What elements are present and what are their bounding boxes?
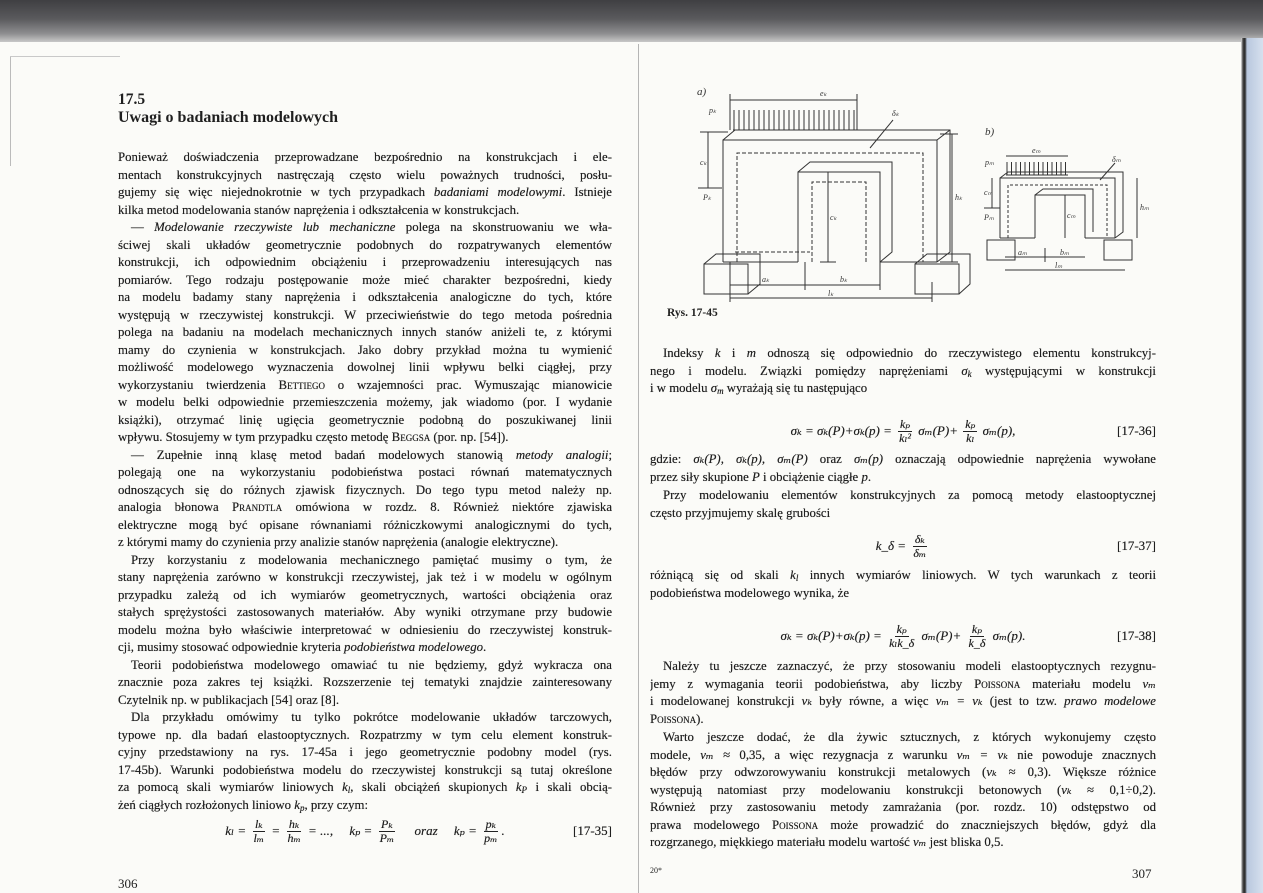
text-segment: p [861,469,868,484]
text-segment: mamy do czynienia w konstrukcjach. Jako dobry przykład można tu wymienić [118,342,612,357]
text-line [118,797,612,815]
text-line [118,517,612,535]
text-segment: występującymi w konstrukcji [971,363,1156,378]
text-line [118,237,612,255]
text-segment: możliwość modelowego wyznaczenia dowolnej linii wpływu belki ciągłej, przy [118,360,612,374]
text-segment: Dla przykładu omówimy tu tylko pokrótce modelowanie układów tarczowych, [131,710,612,724]
text-segment: (por. np. [54]). [430,430,509,444]
text-line [118,604,612,622]
dim-label: cₖ [700,158,707,167]
fraction-numerator: hₖ [288,816,300,831]
text-segment: Indeksy [663,346,715,360]
text-line [118,377,612,395]
text-segment: stany naprężenia zarówno w konstrukcji rzeczywistej, jak też i w modelu w ogólnym [118,570,612,584]
text-line [118,184,612,202]
text-segment: typowe np. dla badań elastooptycznych. Rozpatrzmy w tym celu element konstruk- [118,727,612,742]
text-line [650,363,1156,381]
text-segment: ; [608,447,612,462]
text-segment: νₖ [1061,782,1072,797]
dim-label: eₖ [820,89,827,98]
dim-label: hₖ [955,193,963,202]
paragraph [650,658,1156,728]
text-segment: jemy z wymagania teorii podobieństwa, aby liczby [650,676,975,691]
text-segment: νₖ [986,765,997,779]
text-segment: pomiarów. Tego rodzaju postępowanie może mieć charakter bezpośredni, kiedy [118,272,612,287]
text-segment: Poissona [771,817,819,832]
text-segment: σ [710,381,718,395]
text-segment: Również przy zastosowaniu metody zamrażania (por. rozdz. 10) odstępstwo od [650,800,1156,814]
text-segment: i [720,346,747,360]
text-segment: wyrażają się tu następująco [723,381,868,395]
dim-label: lₖ [828,289,834,298]
equation-text: σₘ(p). [989,628,1026,643]
page-edge-mark [10,56,120,57]
text-segment: ≈ 0,35, a więc rezygnacja z warunku [713,747,957,762]
text-segment: podobieństwa modelowego [344,640,484,654]
dim-label: Pₖ [703,193,712,202]
text-segment: przez siły skupione [650,469,752,484]
fraction-denominator: kₗ² [899,430,911,445]
equation-text: kₗ = [225,823,250,838]
equation-text: k_δ = [875,538,910,553]
text-segment: podobieństwa modelowego wynika, że [650,585,850,600]
text-segment: wykorzystaniu twierdzenia [118,377,279,392]
text-segment: k [967,368,972,379]
text-segment: polega na skonstruowaniu we wła- [395,220,612,234]
equation-text: σₖ = σₖ(P)+σₖ(p) = [790,423,896,438]
left-body-text [118,149,612,814]
equation-text: σₘ(P)+ [918,628,965,643]
text-segment: modele, [650,747,701,762]
fraction [251,818,266,845]
page-number-left: 306 [118,876,138,891]
text-line [118,499,612,517]
fraction-numerator: pₖ [485,816,496,831]
fraction-denominator: k_δ [968,635,986,650]
fraction [897,418,913,445]
dim-label: hₘ [1140,203,1149,212]
text-segment: l [347,785,351,795]
text-line [118,342,612,360]
fraction-numerator: kₚ [896,621,907,636]
section-number: 17.5 [118,91,146,108]
text-segment: polegają one na wykorzystaniu podobieństwa postaci równań matematycznych [118,465,612,479]
fraction [285,818,302,845]
text-segment: przypadku zależą od ich wymiarów geometrycznych, wartości obciążenia oraz [118,587,612,602]
text-line [650,817,1156,835]
dim-label: aₖ [762,275,770,284]
text-line [118,167,612,185]
text-segment: σ [961,363,968,378]
paragraph [650,487,1156,522]
text-segment: żeń ciągłych rozłożonych liniowo [118,797,295,812]
text-segment: ściwej skali układów geometrycznie podobnych do rozpatrywanych elementów [118,237,612,252]
text-segment: za pomocą skali wymiarów liniowych [118,780,343,794]
fraction [911,533,928,560]
text-segment: cyjny przedstawiony na rys. 17-45a i jego geometrycznie podobny model (rys. [118,745,612,759]
book-edge [1241,38,1263,893]
paragraph [650,345,1156,398]
text-line [118,587,612,605]
paragraph [650,451,1156,486]
text-segment: Poissona [974,676,1021,691]
figure-a-label: a) [697,86,707,98]
text-segment: νₘ = νₖ [956,747,1008,762]
text-line [118,709,612,727]
text-segment: Beggsa [391,430,431,444]
text-segment: P [752,469,760,484]
text-segment: cji, musimy stosować odpowiednie kryteria [118,640,345,654]
text-segment: o wzajemności prac. Wymuszając mianowicie [325,377,612,392]
text-segment: gdzie: [650,452,694,466]
figure-b-label: b) [985,126,995,138]
text-segment: (jest to tzw. [982,694,1065,708]
fraction-numerator: kₚ [971,621,983,636]
text-line [118,272,612,290]
dim-label: bₘ [1060,248,1069,257]
text-segment: νₘ = νₖ [935,694,983,708]
text-segment: νₖ [801,694,812,708]
text-line [118,762,612,780]
text-line [118,692,612,710]
text-line [118,149,612,167]
text-segment: odnoszą się odpowiednio do rzeczywistego elementu konstrukcyj- [756,346,1156,360]
text-line [650,799,1156,817]
text-line [118,569,612,587]
fraction-numerator: δₖ [914,531,925,546]
text-segment: gujemy się więc niejednokrotnie w tych przypadkach [118,185,434,199]
text-segment: σₘ(p) [853,452,884,466]
fraction-numerator: lₖ [254,816,263,831]
text-segment: Bettiego [278,377,326,392]
text-line [650,380,1156,398]
text-segment: k [342,780,348,794]
text-line [118,674,612,692]
text-segment: występują natomiast przy modelowaniu konstrukcji betonowych ( [650,782,1062,797]
text-segment: nego i modelu. Związki pomiędzy naprężeniami [650,363,962,378]
text-segment: elektryczne mogą być opisane równaniami różniczkowymi analogicznymi do tych, [118,517,612,532]
text-line [118,552,612,570]
fraction-denominator: Pₘ [379,830,395,845]
text-segment: ). [696,711,704,726]
equation [650,619,1156,653]
text-segment: w modelu belki odpowiednie przemieszczenia możemy, jak wiadomo (por. I wydanie [118,395,612,409]
text-segment: Teorii podobieństwa modelowego omawiać tu nie będziemy, gdyż wykracza ona [131,657,612,672]
text-segment: stałych sprężystości zastosowanych materiałów. Aby wyniki otrzymane przy budowie [118,605,612,619]
dim-label: δₖ [892,109,900,118]
text-segment: . [867,469,872,484]
text-line [650,782,1156,800]
text-segment: . Istnieje [562,185,612,199]
text-line [118,482,612,500]
text-segment: prawo modelowe [1064,694,1156,708]
fraction-numerator: kₚ [965,416,976,431]
text-line [118,447,612,465]
text-segment: analogia błonowa [118,500,233,514]
section-title: Uwagi o badaniach modelowych [118,109,339,126]
text-segment: innych wymiarów liniowych. W tych warunkach z teorii [798,568,1156,582]
text-segment: na modelu badamy stany naprężenia i odkształcenia analogiczne do tych, które [118,290,612,304]
dim-label: eₘ [1032,146,1041,155]
equation [650,414,1156,448]
text-segment: oznaczają odpowiednie naprężenia wywołane [883,452,1156,466]
dim-label: lₘ [1055,261,1063,270]
text-line [650,345,1156,363]
text-segment: z którymi mamy do czynienia przy analizie stanów naprężenia (analogie elektryczne). [118,535,559,549]
text-segment: Warto jeszcze dodać, że dla żywic sztucznych, z których wykonujemy często [663,730,1156,744]
text-segment: konstrukcji, ich odpowiednim obciążeniu i przeprowadzeniu interesujących nas [118,255,612,269]
text-segment: Przy modelowaniu elementów konstrukcyjnych za pomocą metody elastooptycznej [663,488,1156,502]
text-segment: i w modelu [650,381,711,395]
text-segment: i obciążenie ciągłe [759,469,862,484]
fraction-denominator: pₘ [484,830,498,845]
text-line [650,469,1156,487]
text-segment: odnoszących się do różnych zjawisk fizycznych. Do tego typu metod należy np. [118,482,612,497]
text-line [118,359,612,377]
text-segment: k [294,797,300,812]
text-segment: ≈ 0,1÷0,2). [1071,782,1156,797]
equation-text: σₖ = σₖ(P)+σₖ(p) = [780,628,886,643]
equation-number: [17-38] [1117,628,1156,643]
text-line [118,324,612,342]
text-segment: νₘ [912,835,927,849]
text-line [650,585,1156,603]
fraction [963,418,977,445]
text-line [118,412,612,430]
text-line [118,289,612,307]
fraction [482,818,499,845]
text-segment: często przyjmujemy skalę grubości [650,505,831,520]
dim-label: pₖ [709,106,717,115]
text-segment: P [521,785,528,795]
paragraph [650,567,1156,602]
text-segment: k [515,780,522,794]
text-line [118,254,612,272]
equation-text: = ..., kₚ = [304,823,376,838]
text-line [118,727,612,745]
text-segment: materiału modelu [1020,676,1143,691]
text-segment: może prowadzić do znaczniejszych błędów, gdyż dla [818,817,1156,832]
text-segment: p [299,802,305,813]
text-segment: prawa modelowego [650,817,772,832]
fraction [887,623,916,650]
text-line [650,711,1156,729]
fraction-denominator: δₘ [913,545,927,560]
text-line [650,693,1156,711]
dim-label: bₖ [840,275,848,284]
text-segment: badaniami modelowymi [433,185,563,199]
signature-mark: 20* [650,866,662,875]
text-segment: Poissona [650,711,697,726]
text-segment: m [717,386,724,396]
text-segment: Przy korzystaniu z modelowania mechanicznego pamiętać musimy o tym, że [131,552,612,567]
text-line [118,744,612,762]
text-line [118,202,612,220]
text-segment: kilka metod modelowania stanów naprężenia i odkształcenia w konstrukcjach. [118,202,520,217]
fraction [967,623,988,650]
text-line [650,505,1156,523]
text-segment: znacznie poza zakres tej książki. Rozszerzenie tej tematyki znajdzie zainteresowany [118,675,612,689]
text-segment: k [790,568,796,582]
paragraph [650,729,1156,852]
text-segment: , przy czym: [304,797,369,812]
text-line [118,534,612,552]
text-line [650,729,1156,747]
page-edge-mark [10,56,11,166]
text-line [650,764,1156,782]
text-line [118,657,612,675]
text-line [118,307,612,325]
dim-label: cₘ [1067,211,1076,220]
fraction-denominator: kₗk_δ [889,635,915,650]
text-segment: Modelowanie rzeczywiste lub mechaniczne [154,220,396,234]
fraction-numerator: kₚ [899,416,911,431]
dim-label: Pₘ [984,213,994,222]
dim-label: pₘ [985,158,994,167]
text-segment: Należy tu jeszcze zaznaczyć, że przy stosowaniu modeli elastooptycznych rezygnu- [663,659,1156,673]
text-segment: występują w rzeczywistej konstrukcji. W przeciwieństwie do tego metoda pośrednia [118,307,612,322]
text-line [650,487,1156,505]
text-segment: metody analogii [515,447,609,462]
text-segment: ≈ 0,3). Większe różnice [996,765,1156,779]
text-line [118,394,612,412]
text-segment: σₖ(P), σₖ(p), σₘ(P) [693,452,808,466]
text-segment: nie powoduje znacznych [1007,747,1156,762]
scanner-shadow-band [0,0,1263,42]
figure-a-drawing [698,94,1137,302]
text-segment: rozgrzanego, miękkiego materiału modelu wartość [650,835,913,849]
equation-number: [17-35] [573,823,612,838]
text-segment: νₘ [700,747,714,762]
fraction-numerator: Pₖ [381,816,393,831]
text-line [118,464,612,482]
equation-text: σₘ(P)+ [914,423,962,438]
text-line [650,451,1156,469]
fraction-denominator: lₘ [253,830,265,845]
figure-17-45 [650,70,1170,330]
text-segment: mentach konstrukcyjnych nastręczają często wielu poważnych trudności, posłu- [118,167,612,182]
fraction-denominator: kₗ [966,430,975,445]
text-segment: i skali obcią- [527,780,612,794]
text-segment: modelu można było właściwie interpretować w odniesieniu do rzeczywistej konstruk- [118,622,612,637]
text-line [118,219,612,237]
equation-text: = [268,823,284,838]
text-segment: 17-45b). Warunki podobieństwa modelu do rzeczywistej konstrukcji są tutaj określone [118,762,612,777]
dim-label: cₘ [984,188,993,197]
page-number-right: 307 [1132,866,1152,881]
text-segment: omówiona w rozdz. 8. Również niektóre zjawiska [282,500,612,514]
equation-17-35 [118,814,612,848]
text-line [118,639,612,657]
equation-text: oraz kₚ = [398,823,481,838]
text-line [650,834,1156,852]
equation-number: [17-36] [1117,423,1156,438]
text-line [650,567,1156,585]
book-gutter [638,44,639,893]
dim-label: aₘ [1018,248,1027,257]
text-segment: wpływu. Stosujemy w tym przypadku często metodę [118,430,392,444]
equation-text: . [501,823,505,838]
text-segment: książki), otrzymać linię ugięcia geometrycznie podobną do poszukiwanej linii [118,412,612,427]
text-segment: — [131,220,155,234]
text-segment: oraz [807,452,854,466]
text-segment: νₘ [1142,676,1156,691]
text-segment: . [483,640,487,654]
equation-text: σₘ(p), [979,423,1016,438]
text-segment: różniącą się od skali [650,568,791,582]
fraction-denominator: hₘ [287,830,301,845]
text-segment: Czytelnik np. w publikacjach [54] oraz [8]. [118,692,340,707]
equation [650,529,1156,563]
text-segment: — Zupełnie inną klasę metod badań modelowych stanowią [131,447,516,462]
figure-caption: Rys. 17-45 [667,307,718,319]
text-segment: polega na badaniu na modelach mechanicznych innych stanów aniżeli te, z którymi [118,325,612,339]
text-segment: m [746,346,757,360]
text-segment: były równe, a więc [812,694,936,708]
text-line [650,747,1156,765]
dim-label: δₘ [1112,155,1121,164]
text-segment: , skali obciążeń skupionych [350,780,516,794]
text-line [650,676,1156,694]
text-line [650,658,1156,676]
fraction [378,818,397,845]
text-segment: i modelowanej konstrukcji [650,694,802,708]
dim-label: cₖ [830,213,837,222]
text-segment: Ponieważ doświadczenia przeprowadzane bezpośrednio na konstrukcjach i ele- [118,150,612,164]
text-line [118,429,612,447]
text-segment: Prandtla [232,500,283,514]
text-segment: błędów przy odwzorowywaniu konstrukcji metalowych ( [650,765,987,779]
text-line [118,622,612,640]
text-segment: jest bliska 0,5. [926,835,1004,849]
equation-number: [17-37] [1117,538,1156,553]
text-segment: k [714,346,721,360]
text-line [118,779,612,797]
text-segment: l [795,573,799,583]
